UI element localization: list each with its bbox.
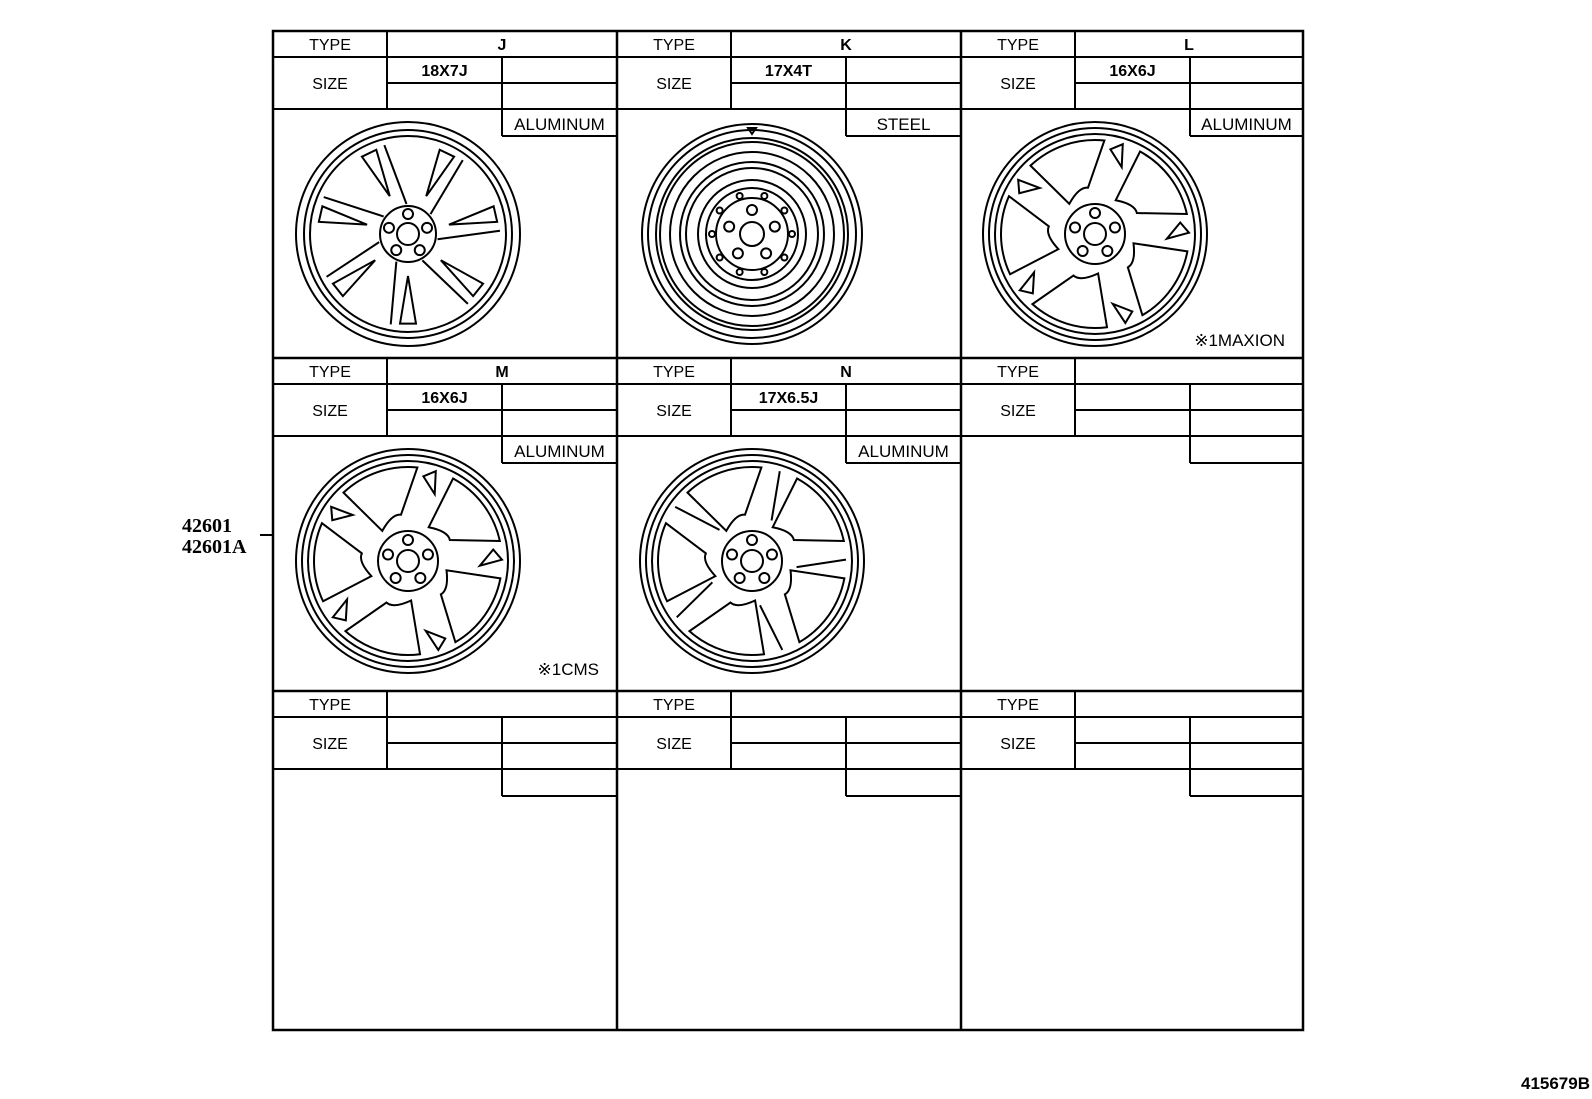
material-value: ALUMINUM: [858, 442, 949, 461]
aluminum-5-twin-spoke-drawing: [296, 449, 520, 673]
size-label: SIZE: [1000, 403, 1036, 420]
supplier-note: ※1CMS: [537, 660, 599, 679]
outer-frame: [273, 31, 1303, 1030]
size-value: 17X4T: [764, 63, 813, 80]
part-number-alt: 42601A: [182, 536, 247, 558]
type-value: L: [1184, 37, 1194, 54]
size-label: SIZE: [1000, 736, 1036, 753]
aluminum-7-spoke-drawing: [296, 122, 520, 346]
size-label: SIZE: [656, 403, 692, 420]
steel-spare-drawing: [642, 124, 862, 344]
type-label: TYPE: [653, 37, 695, 54]
type-value: J: [497, 37, 507, 54]
aluminum-5-split-spoke-drawing: [640, 449, 864, 673]
wheel-cell-j: [273, 31, 617, 346]
wheel-cell-m: [273, 358, 617, 679]
type-label: TYPE: [309, 364, 351, 381]
type-label: TYPE: [997, 697, 1039, 714]
size-label: SIZE: [656, 736, 692, 753]
drawing-code: 415679B: [1520, 1074, 1590, 1093]
type-label: TYPE: [997, 37, 1039, 54]
cell-layer: [273, 31, 1303, 796]
type-label: TYPE: [653, 364, 695, 381]
size-value: 16X6J: [421, 390, 468, 407]
size-value: 18X7J: [421, 63, 468, 80]
supplier-note: ※1MAXION: [1194, 331, 1285, 350]
type-value: M: [495, 364, 509, 381]
wheel-cell-n: [617, 358, 961, 673]
size-label: SIZE: [312, 403, 348, 420]
material-value: ALUMINUM: [514, 115, 605, 134]
size-value: 16X6J: [1109, 63, 1156, 80]
grid-lines: [273, 31, 1303, 1030]
aluminum-5-twin-spoke-drawing: [983, 122, 1207, 346]
material-value: ALUMINUM: [1201, 115, 1292, 134]
wheel-cell-empty-7: [617, 691, 961, 796]
size-label: SIZE: [1000, 76, 1036, 93]
size-label: SIZE: [312, 736, 348, 753]
size-value: 17X6.5J: [758, 390, 819, 407]
wheel-cell-empty-8: [961, 691, 1303, 796]
part-number-callout: [182, 515, 274, 558]
type-label: TYPE: [309, 37, 351, 54]
type-value: N: [840, 364, 852, 381]
part-number-main: 42601: [182, 515, 232, 537]
material-value: STEEL: [876, 115, 931, 134]
wheel-cell-l: [961, 31, 1303, 350]
type-value: K: [840, 37, 852, 54]
material-value: ALUMINUM: [514, 442, 605, 461]
type-label: TYPE: [653, 697, 695, 714]
wheel-cell-k: [617, 31, 961, 344]
type-label: TYPE: [309, 697, 351, 714]
size-label: SIZE: [312, 76, 348, 93]
wheel-cell-empty-6: [273, 691, 617, 796]
type-label: TYPE: [997, 364, 1039, 381]
wheel-cell-empty-5: [961, 358, 1303, 463]
size-label: SIZE: [656, 76, 692, 93]
